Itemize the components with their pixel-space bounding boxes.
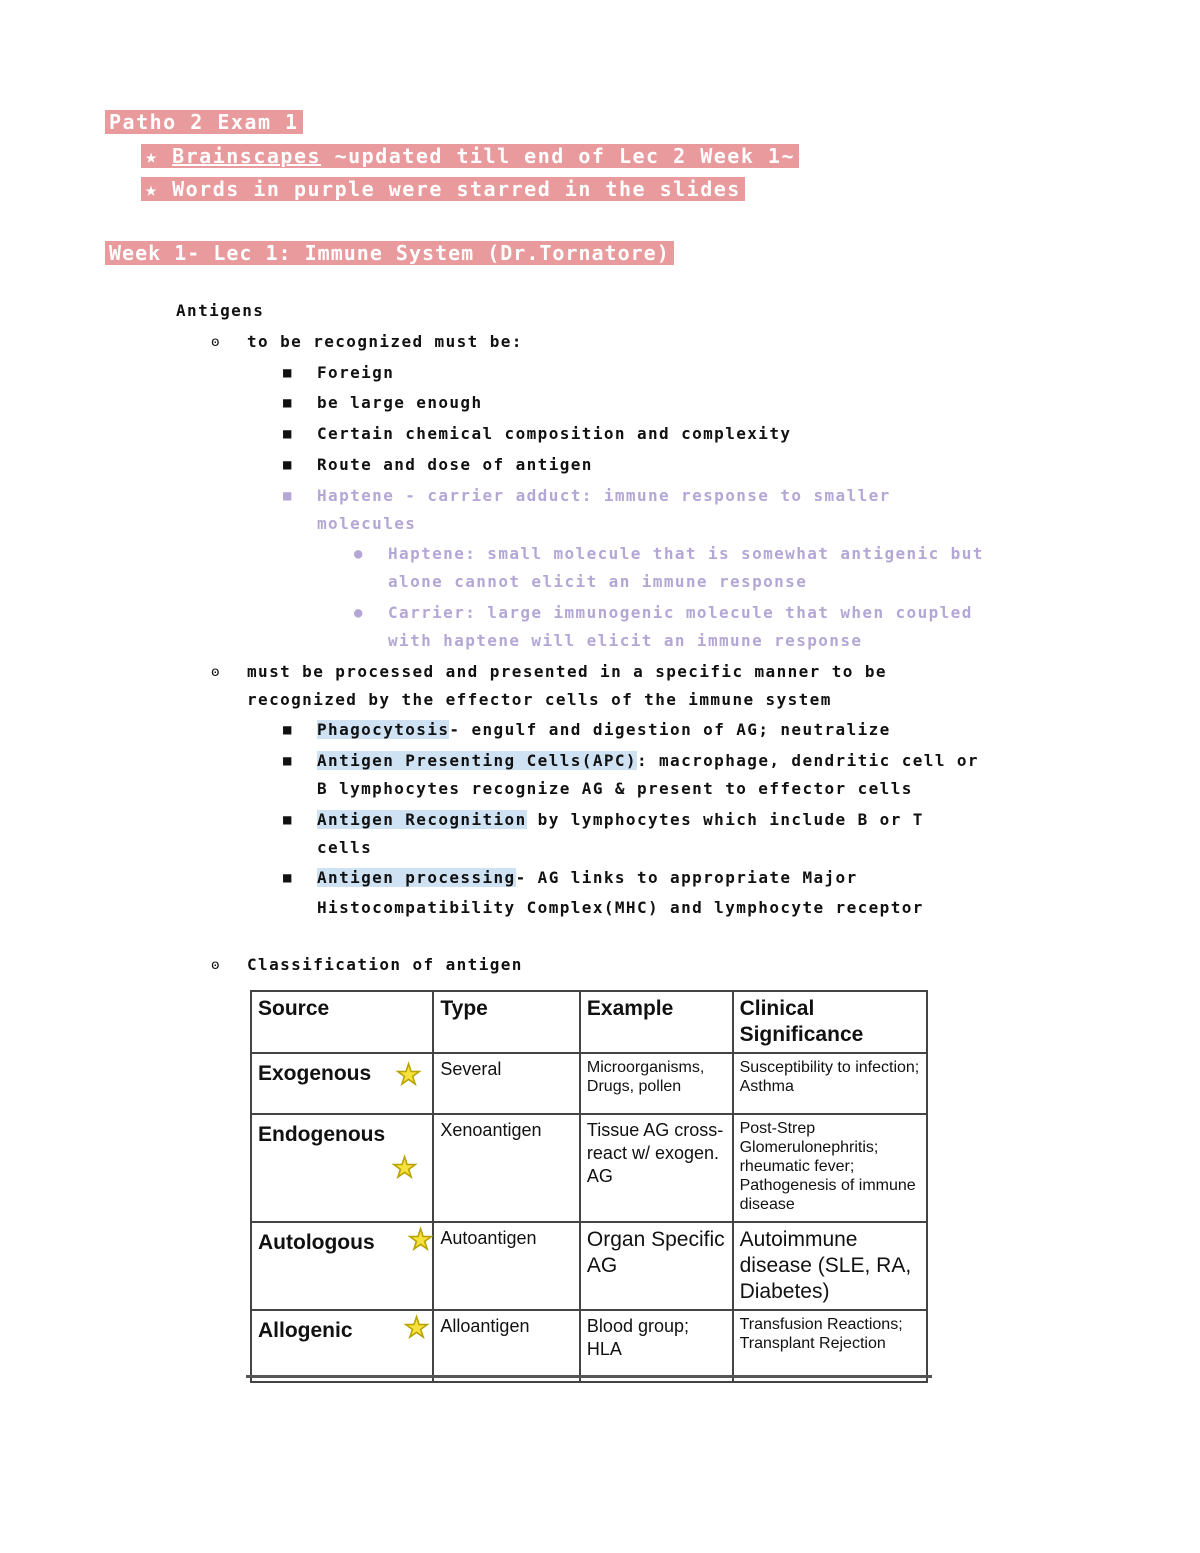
round-bullet-icon: ● [354,605,363,621]
source-cell: Allogenic ★ [251,1310,433,1382]
clinical-cell: Autoimmune disease (SLE, RA, Diabetes) [733,1222,927,1310]
star-icon: ★ [404,1312,430,1343]
subtitle-brainscapes: ★ Brainscapes ~updated till end of Lec 2 Week 1~ [141,142,799,170]
hollow-bullet-icon: ꙩ [211,664,220,680]
haptene-line-cont: molecules [317,514,417,533]
square-bullet-icon: ■ [283,722,292,738]
haptene-line: Haptene - carrier adduct: immune response to smaller [317,486,891,505]
type-cell: Autoantigen [433,1222,580,1310]
doc-title: Patho 2 Exam 1 [105,108,303,136]
table-row [251,1053,927,1114]
carrier-def-cont: with haptene will elicit an immune response [388,631,863,650]
table-row [251,1310,927,1382]
star-icon: ★ [396,1059,422,1090]
round-bullet-icon: ● [354,546,363,562]
req-large: be large enough [317,393,483,412]
classification-heading: Classification of antigen [247,955,523,974]
req-foreign: Foreign [317,363,395,382]
req-route: Route and dose of antigen [317,455,593,474]
source-cell: Autologous ★ [251,1222,433,1310]
star-icon: ★ [392,1152,418,1183]
source-cell: Endogenous ★ [251,1114,433,1222]
apc-item-cont: B lymphocytes recognize AG & present to effector cells [317,779,913,798]
type-cell: Alloantigen [433,1310,580,1382]
haptene-def: Haptene: small molecule that is somewhat antigenic but [388,544,984,563]
type-cell: Several [433,1053,580,1114]
source-cell: Exogenous ★ [251,1053,433,1114]
clinical-cell: Post-Strep Glomerulonephritis; rheumatic fever; Pathogenesis of immune disease [733,1114,927,1222]
hollow-bullet-icon: ꙩ [211,334,220,350]
header-clinical: Clinical Significance [733,991,927,1053]
apc-item: Antigen Presenting Cells(APC): macrophage, dendritic cell or [317,751,979,770]
type-cell: Xenoantigen [433,1114,580,1222]
recognition-item: Antigen Recognition by lymphocytes which include B or T [317,810,924,829]
square-bullet-icon: ■ [283,426,292,442]
week-heading: Week 1- Lec 1: Immune System (Dr.Tornatore) [105,239,674,267]
table-header-row [251,991,927,1053]
square-bullet-icon: ■ [283,812,292,828]
example-cell: Tissue AG cross-react w/ exogen. AG [580,1114,733,1222]
square-bullet-icon: ■ [283,870,292,886]
clinical-cell: Transfusion Reactions; Transplant Rejection [733,1310,927,1382]
example-cell: Blood group; HLA [580,1310,733,1382]
square-bullet-icon: ■ [283,365,292,381]
example-cell: Microorganisms, Drugs, pollen [580,1053,733,1114]
table-row [251,1222,927,1310]
square-bullet-icon: ■ [283,753,292,769]
star-icon: ★ [145,177,159,201]
antigens-heading: Antigens [176,301,265,320]
phagocytosis-item: Phagocytosis- engulf and digestion of AG; neutralize [317,720,891,739]
clinical-cell: Susceptibility to infection; Asthma [733,1053,927,1114]
antigen-classification-table [250,990,928,1383]
processing-item-cont: Histocompatibility Complex(MHC) and lymphocyte receptor [317,898,924,917]
table-bottom-rule [246,1375,932,1378]
square-bullet-icon: ■ [283,395,292,411]
processing-item: Antigen processing- AG links to appropriate Major [317,868,858,887]
star-icon: ★ [408,1224,434,1255]
header-type: Type [433,991,580,1053]
carrier-def: Carrier: large immunogenic molecule that when coupled [388,603,973,622]
processed-line: must be processed and presented in a specific manner to be [247,662,887,681]
square-bullet-icon: ■ [283,457,292,473]
recognition-item-cont: cells [317,838,373,857]
brainscapes-link[interactable]: Brainscapes [172,144,322,168]
square-bullet-icon: ■ [283,488,292,504]
processed-line-cont: recognized by the effector cells of the immune system [247,690,832,709]
header-source: Source [251,991,433,1053]
req-chemical: Certain chemical composition and complexity [317,424,792,443]
example-cell: Organ Specific AG [580,1222,733,1310]
recognized-intro: to be recognized must be: [247,332,523,351]
star-icon: ★ [145,144,159,168]
subtitle-purple-note: ★ Words in purple were starred in the slides [141,175,745,203]
header-example: Example [580,991,733,1053]
table-row [251,1114,927,1222]
haptene-def-cont: alone cannot elicit an immune response [388,572,808,591]
hollow-bullet-icon: ꙩ [211,957,220,973]
